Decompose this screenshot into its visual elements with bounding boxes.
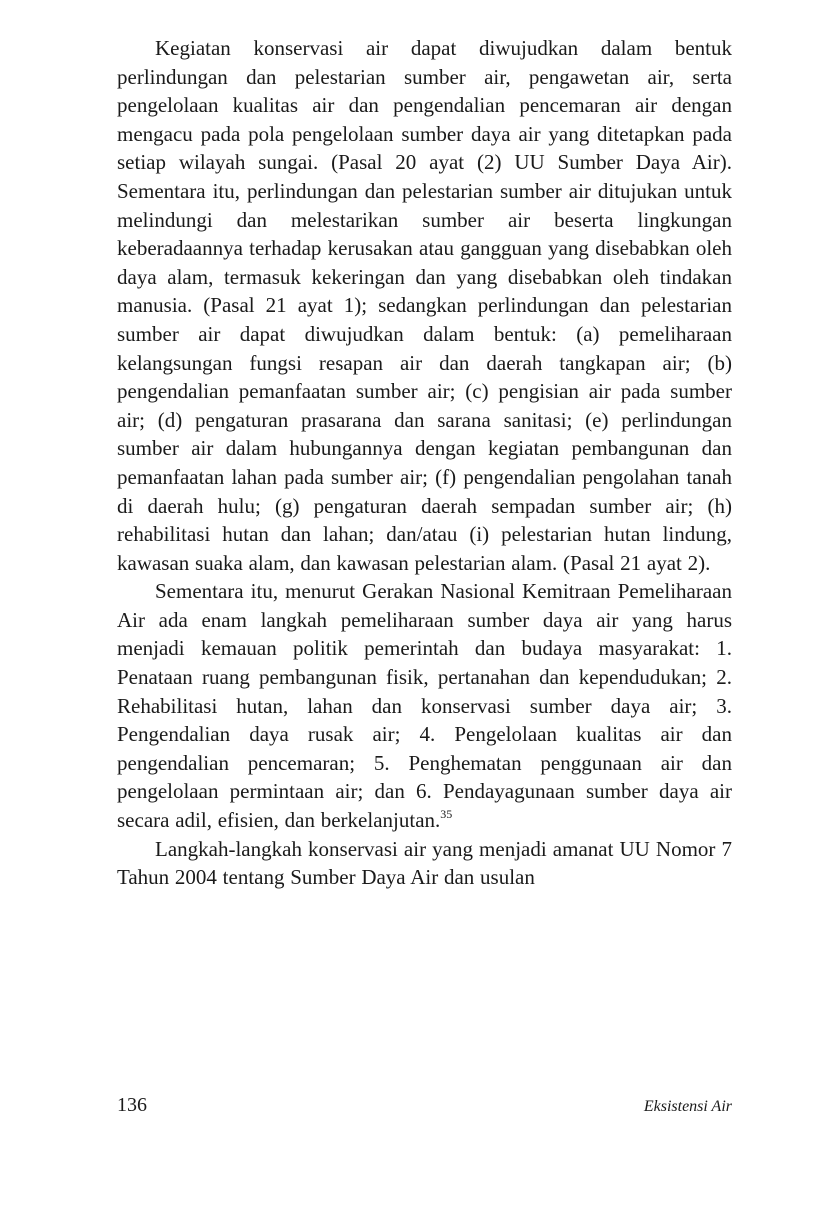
- paragraph-conservation-law: [117, 34, 732, 577]
- paragraph-text: Sementara itu, menurut Gerakan Nasional Kemitraan Pemeliharaan Air ada enam langkah pemeliharaan sumber daya air yang harus menjadi kemauan politik pemerintah dan budaya masyarakat: 1. Penataan ruang pembangunan fisik, pertanahan dan kependudukan; 2. Rehabilitasi hutan, lahan dan konservasi sumber daya air; 3. Pengendalian daya rusak air; 4. Pengelolaan kualitas air dan pengendalian pencemaran; 5. Penghematan penggunaan air dan pengelolaan permintaan air; dan 6. Pendayagunaan sumber daya air secara adil, efisien, dan berkelanjutan.: [117, 579, 732, 833]
- paragraph-text: Kegiatan konservasi air dapat diwujudkan dalam bentuk perlindungan dan pelestarian sumber air, pengawetan air, serta pengelolaan kualitas air dan pengendalian pencemaran air dengan mengacu pada pola pengelolaan sumber daya air yang ditetapkan pada setiap wilayah sungai. (Pasal 20 ayat (2) UU Sumber Daya Air). Sementara itu, perlindungan dan pelestarian sumber air ditujukan untuk melindungi dan melestarikan sumber air beserta lingkungan keberadaannya terhadap kerusakan atau gangguan yang disebabkan oleh daya alam, termasuk kekeringan dan yang disebabkan oleh tindakan manusia. (Pasal 21 ayat 1); sedangkan perlindungan dan pelestarian sumber air dapat diwujudkan dalam bentuk: (a) pemeliharaan kelangsungan fungsi resapan air dan daerah tangkapan air; (b) pengendalian pemanfaatan sumber air; (c) pengisian air pada sumber air; (d) pengaturan prasarana dan sarana sanitasi; (e) perlindungan sumber air dalam hubungannya dengan kegiatan pembangunan dan pemanfaatan lahan pada sumber air; (f) pengendalian pengolahan tanah di daerah hulu; (g) pengaturan daerah sempadan sumber air; (h) rehabilitasi hutan dan lahan; dan/atau (i) pelestarian hutan lindung, kawasan suaka alam, dan kawasan pelestarian alam. (Pasal 21 ayat 2).: [117, 36, 732, 575]
- paragraph-text: Langkah-langkah konservasi air yang menjadi amanat UU Nomor 7 Tahun 2004 tentang Sumber Daya Air dan usulan: [117, 836, 732, 890]
- page-number: 136: [117, 1094, 147, 1116]
- page-footer: [117, 1094, 732, 1118]
- footnote-reference[interactable]: 35: [440, 807, 453, 822]
- page-body: [117, 34, 732, 892]
- paragraph-six-steps: [117, 577, 732, 834]
- running-title: Eksistensi Air: [643, 1098, 732, 1115]
- paragraph-conservation-steps: [117, 835, 732, 892]
